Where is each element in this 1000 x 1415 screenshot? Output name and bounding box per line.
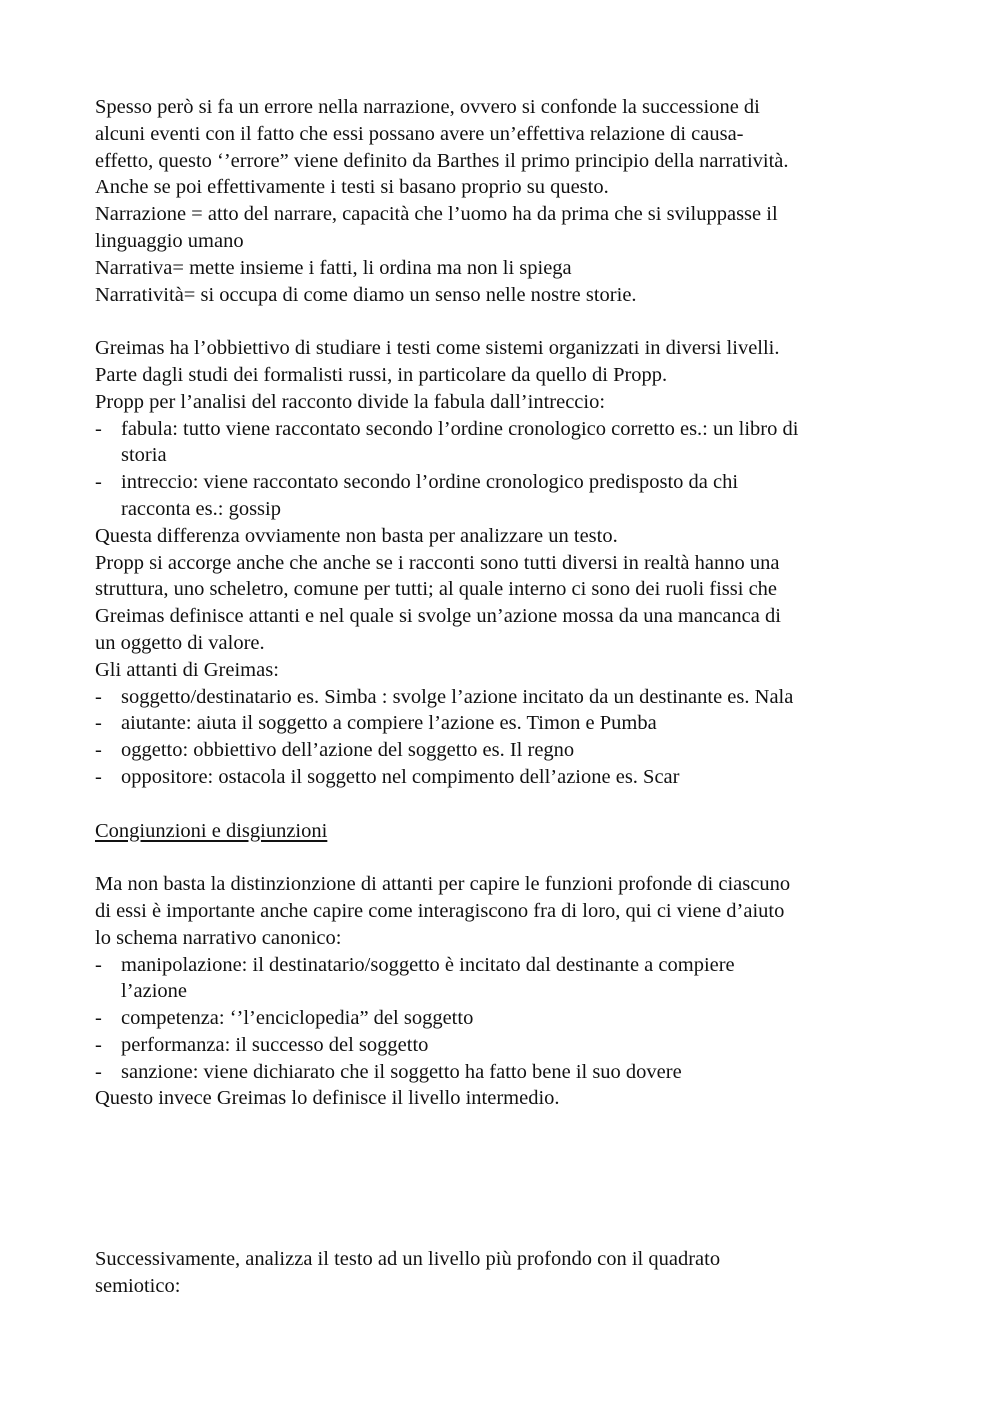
blank-line: [95, 844, 935, 871]
text-line: Greimas definisce attanti e nel quale si svolge un’azione mossa da una mancanca di: [95, 605, 781, 628]
text-line: Ma non basta la distinzionzione di attanti per capire le funzioni profonde di ciascuno: [95, 873, 791, 896]
list-item-soggetto: [95, 684, 935, 711]
bullet-marker: -: [95, 417, 102, 440]
text-line: Propp per l’analisi del racconto divide la fabula dall’intreccio:: [95, 390, 606, 413]
list-item-oppositore: [95, 764, 935, 791]
bullet-marker: -: [95, 739, 102, 762]
text-line: struttura, uno scheletro, comune per tutti; al quale interno ci sono dei ruoli fissi che: [95, 578, 778, 601]
text-line: semiotico:: [95, 1275, 181, 1298]
text-line: Narrazione = atto del narrare, capacità che l’uomo ha da prima che si sviluppasse il: [95, 203, 778, 226]
paragraph-narrazione: [95, 94, 935, 308]
bullet-marker: -: [95, 471, 102, 494]
text-line: Questo invece Greimas lo definisce il livello intermedio.: [95, 1087, 560, 1110]
text-line: Anche se poi effettivamente i testi si basano proprio su questo.: [95, 176, 609, 199]
section-heading: Congiunzioni e disgiunzioni: [95, 819, 328, 842]
list-item-intreccio: [95, 469, 935, 523]
text-line: Narratività= si occupa di come diamo un senso nelle nostre storie.: [95, 283, 637, 306]
bullet-marker: -: [95, 712, 102, 735]
list-item-text: competenza: ‘’l’enciclopedia” del soggetto: [121, 1007, 474, 1030]
text-line: effetto, questo ‘’errore” viene definito da Barthes il primo principio della narratività.: [95, 149, 789, 172]
bullet-marker: -: [95, 685, 102, 708]
list-item-text: manipolazione: il destinatario/soggetto è incitato dal destinante a compiere: [121, 953, 735, 976]
list-item-competenza: [95, 1005, 935, 1032]
text-line: Narrativa= mette insieme i fatti, li ordina ma non li spiega: [95, 256, 572, 279]
bullet-marker: -: [95, 1060, 102, 1083]
text-line: Successivamente, analizza il testo ad un livello più profondo con il quadrato: [95, 1248, 721, 1271]
text-line: Gli attanti di Greimas:: [95, 658, 279, 681]
list-item-text: intreccio: viene raccontato secondo l’ordine cronologico predisposto da chi: [121, 471, 739, 494]
text-line: linguaggio umano: [95, 229, 244, 252]
text-line: alcuni eventi con il fatto che essi possano avere un’effettiva relazione di causa-: [95, 122, 744, 145]
blank-space: [95, 1112, 935, 1246]
blank-line: [95, 308, 935, 335]
list-item-text: sanzione: viene dichiarato che il soggetto ha fatto bene il suo dovere: [121, 1060, 682, 1083]
paragraph-schema-narrativo: [95, 871, 935, 1112]
text-line: di essi è importante anche capire come interagiscono fra di loro, qui ci viene d’aiuto: [95, 899, 785, 922]
list-item-text: oppositore: ostacola il soggetto nel compimento dell’azione es. Scar: [121, 765, 680, 788]
text-line: Greimas ha l’obbiettivo di studiare i testi come sistemi organizzati in diversi livelli.: [95, 337, 780, 360]
list-item-performanza: [95, 1032, 935, 1059]
bullet-marker: -: [95, 1007, 102, 1030]
list-item-oggetto: [95, 737, 935, 764]
document-page: [95, 94, 935, 1300]
list-item-text: soggetto/destinatario es. Simba : svolge l’azione incitato da un destinante es. Nala: [121, 685, 794, 708]
blank-line: [95, 791, 935, 818]
text-line: lo schema narrativo canonico:: [95, 926, 342, 949]
list-item-text: storia: [121, 444, 167, 467]
text-line: Questa differenza ovviamente non basta per analizzare un testo.: [95, 524, 618, 547]
list-item-sanzione: [95, 1059, 935, 1086]
text-line: un oggetto di valore.: [95, 631, 265, 654]
text-line: Parte dagli studi dei formalisti russi, in particolare da quello di Propp.: [95, 363, 668, 386]
paragraph-greimas: [95, 335, 935, 791]
list-item-text: fabula: tutto viene raccontato secondo l’ordine cronologico corretto es.: un libro di: [121, 417, 799, 440]
list-item-fabula: [95, 416, 935, 470]
text-line: Propp si accorge anche che anche se i racconti sono tutti diversi in realtà hanno una: [95, 551, 780, 574]
bullet-marker: -: [95, 765, 102, 788]
bullet-marker: -: [95, 1033, 102, 1056]
list-item-text: aiutante: aiuta il soggetto a compiere l’azione es. Timon e Pumba: [121, 712, 657, 735]
bullet-marker: -: [95, 953, 102, 976]
list-item-text: oggetto: obbiettivo dell’azione del soggetto es. Il regno: [121, 739, 575, 762]
list-item-manipolazione: [95, 952, 935, 1006]
paragraph-quadrato-semiotico: [95, 1246, 935, 1300]
list-item-aiutante: [95, 710, 935, 737]
text-line: Spesso però si fa un errore nella narrazione, ovvero si confonde la successione di: [95, 96, 760, 118]
list-item-text: racconta es.: gossip: [121, 497, 281, 520]
list-item-text: l’azione: [121, 980, 188, 1003]
list-item-text: performanza: il successo del soggetto: [121, 1033, 429, 1056]
